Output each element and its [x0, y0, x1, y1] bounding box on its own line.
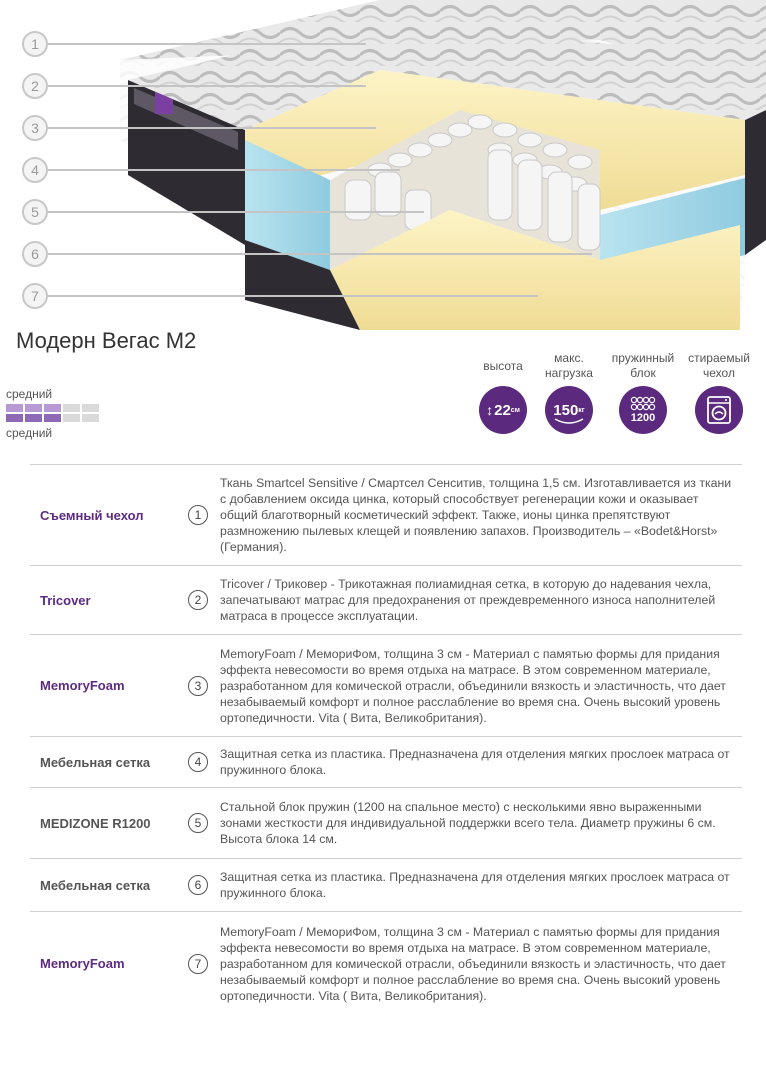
firmness-cell: [44, 414, 61, 422]
layer-marker-4: 4: [22, 157, 48, 183]
layer-description: Tricover / Триковер - Трикотажная полиамидная сетка, в которую до надевания чехла, запечатывают матрас для предохранения от преждевременного износа наполнителей матраса в процессе эксплуатации.: [220, 577, 716, 623]
springs-icon: [619, 386, 667, 434]
feature-height-unit: см: [510, 406, 520, 414]
layer-number: 6: [188, 875, 208, 895]
feature-height-value: 22: [494, 401, 511, 419]
layer-number: 4: [188, 752, 208, 772]
firmness-indicator: [6, 386, 99, 441]
layer-marker-3: 3: [22, 115, 48, 141]
leader-line-1: [48, 43, 366, 45]
layer-name: Мебельная сетка: [40, 877, 151, 893]
layer-marker-5: 5: [22, 199, 48, 225]
height-arrows-icon: ↕ 22 см: [479, 386, 527, 434]
firmness-top-bar: [6, 404, 99, 412]
layer-number: 5: [188, 813, 208, 833]
layer-row: [30, 635, 742, 737]
layer-description: Защитная сетка из пластика. Предназначена для отделения мягких прослоек матраса от пружинного блока.: [220, 870, 730, 900]
layer-number: 1: [188, 505, 208, 525]
layer-row: [30, 912, 742, 1015]
feature-height: [466, 350, 540, 434]
firmness-cell: [6, 414, 23, 422]
washing-machine-glyph: [706, 396, 732, 424]
firmness-bottom-bar: [6, 414, 99, 422]
layer-row: [30, 859, 742, 912]
layer-description: Ткань Smartcel Sensitive / Смартсел Сенситив, толщина 1,5 см. Изготавливается из ткани с добавлением оксида цинка, который способствует регенерации кожи и оказывает общий благотворный косметический эффект. Также, ионы цинка препятствуют размножению пылевых клещей и появлению запахов. Производитель – «Bodet&Horst» (Германия).: [220, 476, 732, 554]
firmness-cell: [6, 404, 23, 412]
firmness-bottom-label: средний: [6, 426, 53, 440]
layer-marker-7: 7: [22, 283, 48, 309]
spring-dots-icon: [630, 396, 656, 412]
layer-marker-1: 1: [22, 31, 48, 57]
layer-marker-2: 2: [22, 73, 48, 99]
layer-row: [30, 465, 742, 566]
leader-line-2: [48, 85, 366, 87]
leader-line-4: [48, 169, 400, 171]
layer-row: [30, 566, 742, 635]
firmness-cell: [25, 414, 42, 422]
layer-name: Съемный чехол: [40, 507, 144, 523]
layer-description: Стальной блок пружин (1200 на спальное место) с несколькими явно выраженными зонами жесткости для индивидуальной поддержки всего тела. Диаметр пружины 6 см. Высота блока 14 см.: [220, 800, 716, 846]
leader-line-5: [48, 211, 424, 213]
feature-max-load-value: 150: [553, 401, 579, 419]
layer-name: Tricover: [40, 592, 91, 608]
layer-row: [30, 788, 742, 859]
feature-max-load: [532, 350, 606, 434]
layer-description: MemoryFoam / МемориФом, толщина 3 см - Материал с памятью формы для придания эффекта невесомости во время отдыха на матрасе. В этом современном материале, разработанном для комической отрасли, объединили вязкость и эластичность, что дает незабываемый комфорт и полное расслабление во время сна. Очень высокий уровень ортопедичности. Vita ( Вита, Великобритания).: [220, 924, 726, 1003]
mattress-illustration: [0, 0, 766, 330]
layer-description: Защитная сетка из пластика. Предназначена для отделения мягких прослоек матраса от пружинного блока.: [220, 747, 730, 777]
layer-number: 2: [188, 590, 208, 610]
layer-name: MEDIZONE R1200: [40, 815, 151, 831]
feature-spring-block: [606, 350, 680, 434]
mattress-cutaway-image: [0, 0, 766, 330]
max-load-icon: [545, 386, 593, 434]
feature-spring-block-label: пружинный блок: [611, 351, 675, 380]
firmness-cell: [25, 404, 42, 412]
feature-max-load-unit: кг: [578, 406, 585, 414]
layer-number: 7: [188, 954, 208, 974]
feature-washable-cover: [682, 350, 756, 434]
layer-name: MemoryFoam: [40, 678, 125, 693]
layer-row: [30, 737, 742, 788]
layer-marker-6: 6: [22, 241, 48, 267]
layer-name: MemoryFoam: [40, 956, 125, 971]
feature-height-label: высота: [483, 358, 523, 373]
firmness-bars: [6, 404, 99, 422]
feature-spring-block-value: 1200: [630, 412, 656, 424]
layers-table: [30, 464, 742, 1015]
firmness-cell: [82, 414, 99, 422]
feature-max-load-label: макс. нагрузка: [545, 351, 593, 380]
firmness-cell: [44, 404, 61, 412]
layer-name: Мебельная сетка: [40, 754, 151, 770]
leader-line-7: [48, 295, 538, 297]
firmness-cell: [63, 414, 80, 422]
firmness-cell: [82, 404, 99, 412]
washing-machine-icon: [695, 386, 743, 434]
firmness-cell: [63, 404, 80, 412]
firmness-top-label: средний: [6, 387, 53, 401]
leader-line-3: [48, 127, 376, 129]
feature-washable-cover-label: стираемый чехол: [688, 351, 750, 380]
product-title: Модерн Вегас М2: [16, 328, 197, 353]
leader-line-6: [48, 253, 592, 255]
layer-description: MemoryFoam / МемориФом, толщина 3 см - Материал с памятью формы для придания эффекта невесомости во время отдыха на матрасе. В этом современном материале, разработанном для комической отрасли, объединили вязкость и эластичность, что дает незабываемый комфорт и полное расслабление во время сна. Очень высокий уровень ортопедичности. Vita ( Вита, Великобритания).: [220, 646, 726, 725]
scale-arc-icon: [554, 418, 584, 426]
layer-number: 3: [188, 676, 208, 696]
